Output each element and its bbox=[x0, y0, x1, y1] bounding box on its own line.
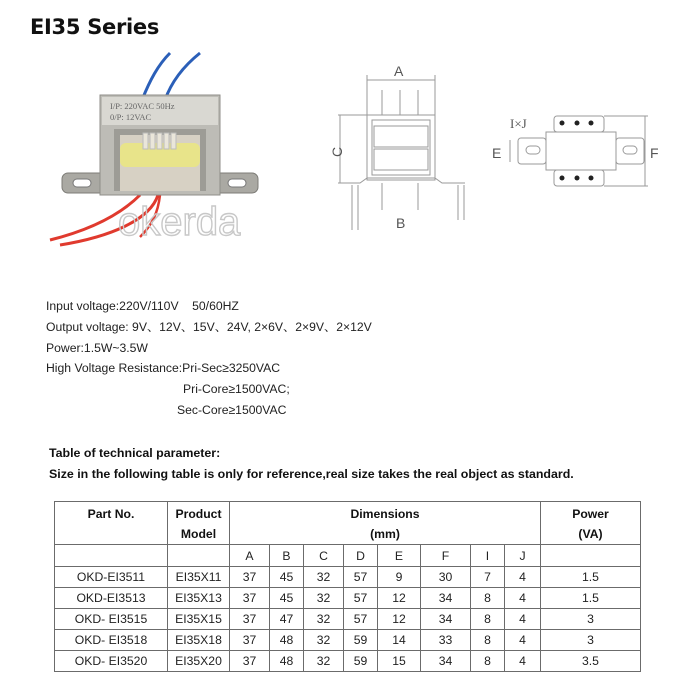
cell-j: 4 bbox=[505, 609, 541, 630]
specifications bbox=[46, 296, 372, 421]
page-title: EI35 Series bbox=[30, 15, 160, 39]
cell-part: OKD-EI3511 bbox=[55, 567, 168, 588]
cell-part: OKD- EI3515 bbox=[55, 609, 168, 630]
cell-c: 32 bbox=[304, 609, 344, 630]
cell-e: 12 bbox=[378, 609, 421, 630]
cell-model: EI35X13 bbox=[168, 588, 230, 609]
cell-j: 4 bbox=[505, 588, 541, 609]
header-product-model bbox=[168, 502, 230, 545]
header-power-unit: (VA) bbox=[578, 527, 603, 541]
product-photo bbox=[40, 45, 280, 260]
table-row bbox=[55, 630, 641, 651]
table-row bbox=[55, 588, 641, 609]
cell-d: 57 bbox=[344, 609, 378, 630]
subheader-empty bbox=[541, 545, 641, 567]
header-row bbox=[55, 502, 641, 545]
cell-d: 59 bbox=[344, 651, 378, 672]
cell-c: 32 bbox=[304, 567, 344, 588]
svg-text:I×J: I×J bbox=[510, 116, 527, 131]
cell-model: EI35X15 bbox=[168, 609, 230, 630]
header-dimensions-label: Dimensions bbox=[350, 507, 420, 521]
spec-high-voltage: High Voltage Resistance:Pri-Sec≥3250VAC bbox=[46, 361, 281, 376]
header-model: Model bbox=[180, 527, 217, 541]
side-view-drawing bbox=[330, 60, 480, 250]
table-disclaimer: Size in the following table is only for reference,real size takes the real object as standard. bbox=[49, 467, 574, 481]
table-row bbox=[55, 609, 641, 630]
cell-f: 34 bbox=[421, 651, 471, 672]
cell-d: 57 bbox=[344, 588, 378, 609]
header-dimensions bbox=[230, 502, 541, 545]
cell-power: 3 bbox=[541, 609, 641, 630]
cell-b: 45 bbox=[270, 588, 304, 609]
cell-power: 1.5 bbox=[541, 588, 641, 609]
dim-col-b: B bbox=[270, 545, 304, 567]
cell-j: 4 bbox=[505, 651, 541, 672]
svg-text:C: C bbox=[330, 146, 345, 157]
table-row bbox=[55, 651, 641, 672]
svg-text:0/P: 12VAC: 0/P: 12VAC bbox=[110, 112, 152, 122]
subheader-row bbox=[55, 545, 641, 567]
svg-text:I/P: 220VAC 50Hz: I/P: 220VAC 50Hz bbox=[110, 101, 175, 111]
cell-i: 8 bbox=[471, 588, 505, 609]
cell-a: 37 bbox=[230, 609, 270, 630]
cell-a: 37 bbox=[230, 588, 270, 609]
table-row bbox=[55, 567, 641, 588]
cell-e: 9 bbox=[378, 567, 421, 588]
cell-f: 30 bbox=[421, 567, 471, 588]
header-power bbox=[541, 502, 641, 545]
svg-text:B: B bbox=[396, 215, 406, 231]
cell-a: 37 bbox=[230, 630, 270, 651]
cell-d: 59 bbox=[344, 630, 378, 651]
cell-j: 4 bbox=[505, 630, 541, 651]
cell-a: 37 bbox=[230, 651, 270, 672]
cell-c: 32 bbox=[304, 588, 344, 609]
header-part-no: Part No. bbox=[55, 502, 168, 545]
table-caption: Table of technical parameter: bbox=[49, 446, 221, 460]
subheader-empty bbox=[55, 545, 168, 567]
cell-model: EI35X20 bbox=[168, 651, 230, 672]
cell-a: 37 bbox=[230, 567, 270, 588]
cell-f: 34 bbox=[421, 609, 471, 630]
cell-model: EI35X11 bbox=[168, 567, 230, 588]
cell-b: 48 bbox=[270, 651, 304, 672]
dim-col-c: C bbox=[304, 545, 344, 567]
cell-e: 12 bbox=[378, 588, 421, 609]
cell-i: 8 bbox=[471, 609, 505, 630]
dim-col-i: I bbox=[471, 545, 505, 567]
top-view-drawing bbox=[490, 100, 670, 200]
cell-b: 48 bbox=[270, 630, 304, 651]
cell-b: 45 bbox=[270, 567, 304, 588]
spec-output-voltage: Output voltage: 9V、12V、15V、24V, 2×6V、2×9V、2×12V bbox=[46, 319, 372, 334]
spec-sec-core: Sec-Core≥1500VAC bbox=[177, 402, 287, 417]
cell-f: 34 bbox=[421, 588, 471, 609]
header-product: Product bbox=[175, 507, 222, 521]
cell-i: 8 bbox=[471, 651, 505, 672]
cell-j: 4 bbox=[505, 567, 541, 588]
cell-power: 3 bbox=[541, 630, 641, 651]
cell-e: 14 bbox=[378, 630, 421, 651]
dim-col-a: A bbox=[230, 545, 270, 567]
cell-power: 1.5 bbox=[541, 567, 641, 588]
cell-c: 32 bbox=[304, 651, 344, 672]
cell-c: 32 bbox=[304, 630, 344, 651]
svg-text:A: A bbox=[394, 63, 404, 79]
table-notes bbox=[49, 443, 574, 485]
cell-f: 33 bbox=[421, 630, 471, 651]
spec-pri-core: Pri-Core≥1500VAC; bbox=[183, 382, 290, 397]
svg-text:E: E bbox=[492, 145, 502, 161]
spec-power: Power:1.5W~3.5W bbox=[46, 340, 148, 355]
dim-col-e: E bbox=[378, 545, 421, 567]
dim-col-f: F bbox=[421, 545, 471, 567]
cell-i: 7 bbox=[471, 567, 505, 588]
spec-input-voltage: Input voltage:220V/110V 50/60HZ bbox=[46, 299, 239, 313]
svg-text:F: F bbox=[650, 145, 659, 161]
subheader-empty bbox=[168, 545, 230, 567]
technical-parameter-table bbox=[54, 501, 641, 672]
cell-d: 57 bbox=[344, 567, 378, 588]
header-power-label: Power bbox=[572, 507, 609, 521]
cell-model: EI35X18 bbox=[168, 630, 230, 651]
dim-col-j: J bbox=[505, 545, 541, 567]
cell-e: 15 bbox=[378, 651, 421, 672]
header-dimensions-unit: (mm) bbox=[370, 527, 400, 541]
cell-part: OKD- EI3518 bbox=[55, 630, 168, 651]
svg-text:okerda: okerda bbox=[118, 200, 241, 244]
cell-part: OKD- EI3520 bbox=[55, 651, 168, 672]
cell-i: 8 bbox=[471, 630, 505, 651]
dim-col-d: D bbox=[344, 545, 378, 567]
cell-power: 3.5 bbox=[541, 651, 641, 672]
cell-part: OKD-EI3513 bbox=[55, 588, 168, 609]
cell-b: 47 bbox=[270, 609, 304, 630]
